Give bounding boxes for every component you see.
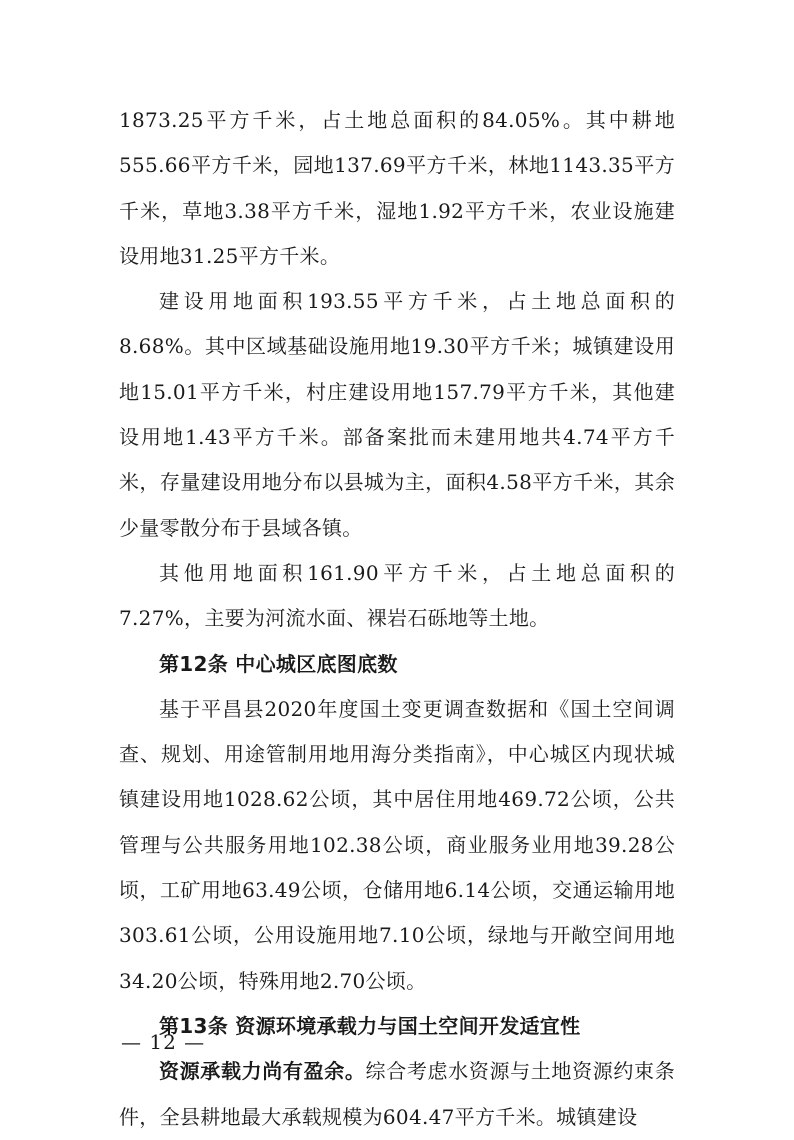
paragraph-body-text: 综合考虑水资源与土地资源约束条件，全县耕地最大承载规模为604.47平方千米。城镇建设	[119, 1059, 676, 1129]
document-body	[119, 98, 675, 1140]
article-12-heading: 第12条 中心城区底图底数	[159, 651, 398, 676]
paragraph-resource-capacity	[119, 1049, 675, 1140]
paragraph-agricultural-land: 1873.25平方千米，占土地总面积的84.05%。其中耕地555.66平方千米，园地137.69平方千米，林地1143.35平方千米，草地3.38平方千米，湿地1.92平方千米，农业设施建设用地31.25平方千米。	[119, 108, 675, 268]
page-number: — 12 —	[121, 1030, 206, 1054]
paragraph-central-urban-base: 基于平昌县2020年度国土变更调查数据和《国土空间调查、规划、用途管制用地用海分类指南》，中心城区内现状城镇建设用地1028.62公顷，其中居住用地469.72公顷，公共管理与公共服务用地102.38公顷，商业服务业用地39.28公顷，工矿用地63.49公顷，仓储用地6.14公顷，交通运输用地303.61公顷，公用设施用地7.10公顷，绿地与开敞空间用地34.20公顷，特殊用地2.70公顷。	[119, 696, 675, 993]
paragraph-construction-land: 建设用地面积193.55平方千米，占土地总面积的8.68%。其中区域基础设施用地19.30平方千米；城镇建设用地15.01平方千米，村庄建设用地157.79平方千米，其他建设用地1.43平方千米。部备案批而未建用地共4.74平方千米，存量建设用地分布以县城为主，面积4.58平方千米，其余少量零散分布于县域各镇。	[119, 289, 675, 540]
article-13-heading: 第13条 资源环境承载力与国土空间开发适宜性	[159, 1013, 581, 1038]
paragraph-lead-text: 资源承载力尚有盈余。	[159, 1059, 366, 1084]
paragraph-other-land: 其他用地面积161.90平方千米，占土地总面积的7.27%，主要为河流水面、裸岩石砾地等土地。	[119, 560, 675, 631]
